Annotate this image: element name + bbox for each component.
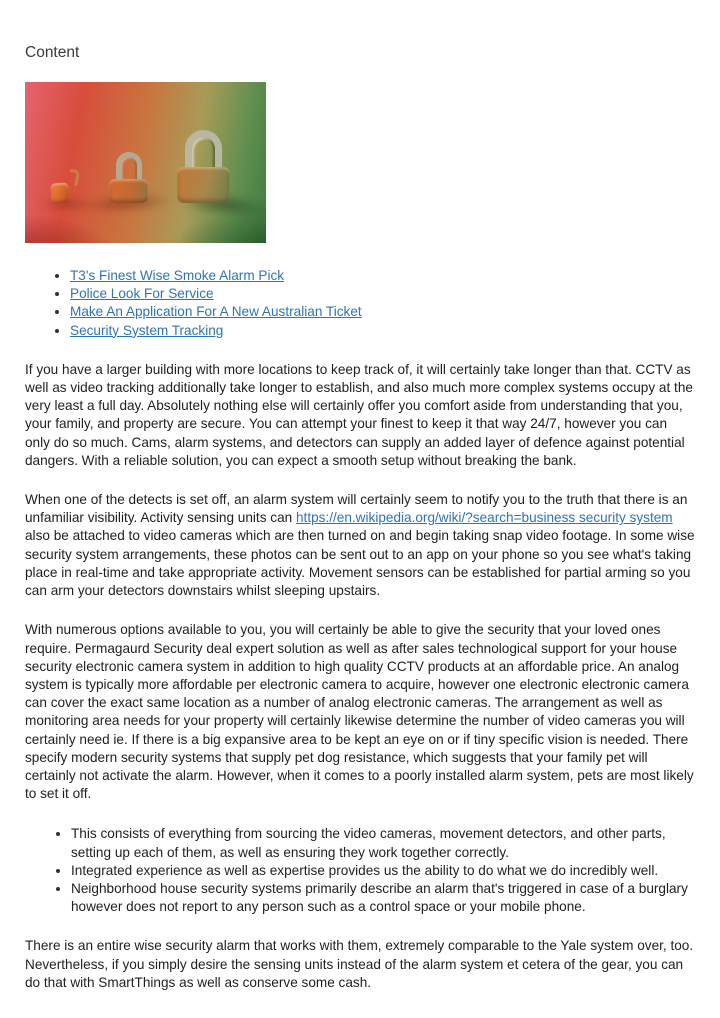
list-item: • Neighborhood house security systems primarily describe an alarm that's triggered in case of a burglary however does not report to any person such as a control space or your mobile phone. xyxy=(71,880,695,916)
large-padlock-shape xyxy=(177,130,230,203)
link-australian-ticket[interactable]: Make An Application For A New Australian Ticket xyxy=(70,304,362,320)
list-item: • This consists of everything from sourcing the video cameras, movement detectors, and other parts, setting up each of them, as well as ensuring they work together correctly. xyxy=(71,825,695,861)
shackle-shape xyxy=(116,152,142,182)
link-smoke-alarm-pick[interactable]: T3's Finest Wise Smoke Alarm Pick xyxy=(70,268,285,284)
medium-padlock-shape xyxy=(109,152,148,203)
list-item xyxy=(70,267,695,285)
feature-bullet-list xyxy=(25,825,695,916)
list-item xyxy=(70,285,695,303)
link-wikipedia-business-security-system[interactable]: https://en.wikipedia.org/wiki/?search=business security system xyxy=(295,510,673,526)
list-item xyxy=(70,303,695,321)
padlocks-photo xyxy=(25,82,266,243)
paragraph-options-cameras: With numerous options available to you, you will certainly be able to give the security that your loved ones require. Permagaurd Security deal expert solution as well as after sales technological support for your house security electronic camera system in addition to high quality CCTV products at an affordable price. An analog system is typically more affordable per electronic camera to acquire, however one electronic electronic camera can cover the exact same location as a number of analog electronic cameras. The arrangement as well as monitoring area needs for your property will certainly likewise determine the number of video cameras you will certainly need ie. If there is a big expansive area to be kept an eye on or if tiny specific vision is needed. There specify modern security systems that supply pet dog resistance, which suggests that your family pet will certainly not activate the alarm. However, when it comes to a poorly installed alarm system, pets are most likely to set it off. xyxy=(25,622,694,802)
list-item xyxy=(70,322,695,340)
paragraph-cctv-setup: If you have a larger building with more locations to keep track of, it will certainly take longer than that. CCTV as well as video tracking additionally take longer to establish, and also much more complex systems occupy at the very least a full day. Absolutely nothing else will certainly offer you comfort aside from understanding that you, your family, and property are secure. You can attempt your finest to keep it that way 24/7, however you can only do so much. Cams, alarm systems, and detectors can supply an added layer of defence against potential dangers. With a reliable solution, you can expect a smooth setup without breaking the bank. xyxy=(25,361,693,468)
list-item: • Integrated experience as well as expertise provides us the ability to do what we do incredibly well. xyxy=(71,862,695,880)
padlock-body-shape xyxy=(50,182,69,203)
paragraph-text: also be attached to video cameras which are then turned on and begin taking snap video footage. In some wise security system arrangements, these photos can be sent out to an app on your phone so you see what's taking place in real-time and take appropriate activity. Movement sensors can be established for partial arming so you can arm your detectors downstairs whilst sleeping upstairs. xyxy=(25,528,695,599)
link-security-system-tracking[interactable]: Security System Tracking xyxy=(70,322,224,338)
small-open-padlock-shape xyxy=(51,178,85,204)
related-links-list xyxy=(25,267,695,340)
link-police-look-for-service[interactable]: Police Look For Service xyxy=(70,286,214,302)
shackle-shape xyxy=(185,130,222,170)
paragraph-text: When one of the detects is set off, an alarm system will certainly seem to notify you to the truth that there is an unfamiliar visibility. Activity sensing units can xyxy=(25,492,688,526)
paragraph-alarm-notify xyxy=(25,491,695,600)
paragraph-smartthings: There is an entire wise security alarm that works with them, extremely comparable to the Yale system over, too. Nevertheless, if you simply desire the sensing units instead of the alarm system et cetera of the gear, you can do that with SmartThings as well as conserve some cash. xyxy=(25,938,694,990)
padlock-body-shape xyxy=(177,167,230,203)
page-title: Content xyxy=(25,44,80,61)
padlock-body-shape xyxy=(109,179,148,203)
